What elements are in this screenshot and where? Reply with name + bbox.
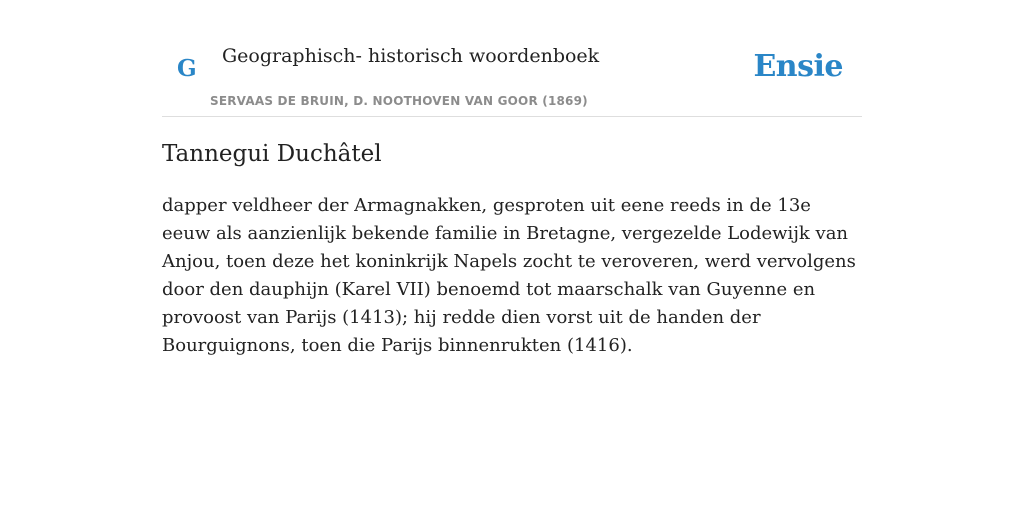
- book-title-link[interactable]: Geographisch- historisch woordenboek: [222, 45, 600, 67]
- page-content: [162, 0, 862, 356]
- book-author: SERVAAS DE BRUIN, D. NOOTHOVEN VAN GOOR (1869): [210, 94, 588, 108]
- entry-body: dapper veldheer der Armagnakken, gesproten uit eene reeds in de 13e eeuw als aanzienlijk bekende familie in Bretagne, vergezelde Lodewijk van Anjou, toen deze het koninkrijk Napels zocht te veroveren, werd vervolgens door den dauphijn (Karel VII) benoemd tot maarschalk van Guyenne en provoost van Parijs (1413); hij redde dien vorst uit de handen der Bourguignons, toen die Parijs binnenrukten (1416).: [162, 195, 856, 356]
- book-letter-link[interactable]: G: [177, 55, 197, 82]
- ensie-logo-link[interactable]: Ensie: [753, 49, 843, 84]
- entry-title: Tannegui Duchâtel: [162, 141, 382, 167]
- page-header: [162, 0, 862, 117]
